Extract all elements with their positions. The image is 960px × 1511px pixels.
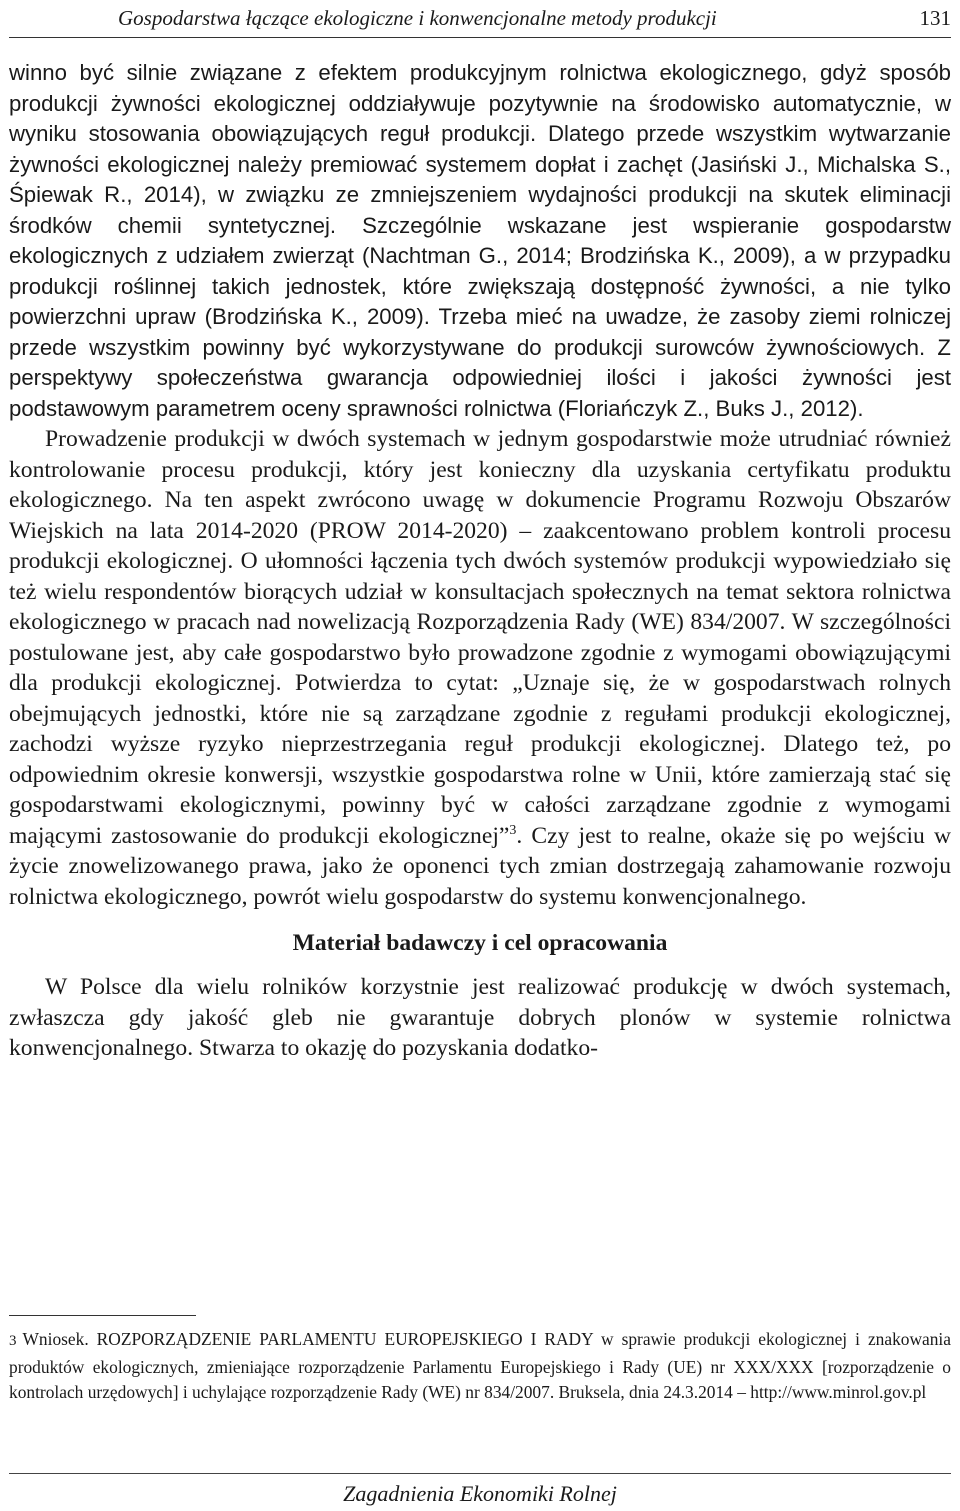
footnote-number: 3 xyxy=(9,1333,17,1349)
header-rule xyxy=(9,37,951,38)
paragraph-1-part-2: Trzeba mieć na uwadze, że zasoby ziemi rolniczej przede wszystkim powinny być wykorzystywane do produkcji surowców żywnościowych. Z perspektywy społeczeństwa gwarancja odpowiedniej ilości i jakości żywności jest podstawowym parametrem oceny sprawności rolnictwa (Floriańczyk Z., Buks J., 2012). xyxy=(9,304,951,421)
footnote-text: Wniosek. ROZPORZĄDZENIE PARLAMENTU EUROPEJSKIEGO I RADY w sprawie produkcji ekologicznej i znakowania produktów ekologicznych, zmieniające rozporządzenie Parlamentu Europejskiego i Rady (UE) nr XXX/XXX [rozporządzenie o kontrolach urzędowych] i uchylające rozporządzenie Rady (WE) nr 834/2007. Bruksela, dnia 24.3.2014 – http://www.minrol.gov.pl xyxy=(9,1329,951,1403)
running-head xyxy=(118,0,951,34)
footnote xyxy=(9,1327,951,1406)
footnote-rule xyxy=(9,1315,196,1316)
paragraph-continued xyxy=(9,58,951,424)
paragraph-2-part-1: Prowadzenie produkcji w dwóch systemach w jednym gospodarstwie może utrudniać również kontrolowanie procesu produkcji, który jest konieczny dla uzyskania certyfikatu produktu ekologicznego. Na ten aspekt zwrócono uwagę w dokumencie Programu Rozwoju Obszarów Wiejskich na lata 2014-2020 (PROW 2014-2020) – zaakcentowano problem kontroli procesu produkcji ekologicznej. O ułomności łączenia tych dwóch systemów produkcji wypowiedziało się też wielu respondentów biorących udział w konsultacjach społecznych na temat sektora rolnictwa ekologicznego w pracach nad nowelizacją Rozporządzenia Rady (WE) 834/2007. W szczególności postulowane jest, aby całe gospodarstwo było prowadzone zgodnie z wymogami obowiązującymi dla produkcji ekologicznej. Potwierdza to cytat: „Uznaje się, że w gospodarstwach rolnych obejmujących jednostki, które nie są zarządzane zgodnie z regułami produkcji ekologicznej, zachodzi wyższe ryzyko nieprzestrzegania reguł produkcji ekologicznej. Dlatego też, po odpowiednim okresie konwersji, wszystkie gospodarstwa rolne w Unii, które zamierzają stać się gospodarstwami ekologicznymi, powinny być w całości zarządzane zgodnie z wymogami mającymi zastosowanie do produkcji ekologicznej” xyxy=(9,426,951,849)
section-heading: Materiał badawczy i cel opracowania xyxy=(292,930,668,956)
footer-rule xyxy=(9,1473,951,1474)
paragraph-1-part-1: winno być silnie związane z efektem produkcyjnym rolnictwa ekologicznego, gdyż sposób produkcji żywności ekologicznej oddziaływuje pozytywnie na środowisko automatycznie, w wyniku stosowania obowiązujących reguł produkcji. Dlatego przede wszystkim wytwarzanie żywności ekologicznej należy premiować systemem dopłat i zachęt (Jasiński J., Michalska S., Śpiewak R., 2014), w związku ze zmniejszeniem wydajności produkcji na skutek eliminacji środków chemii syntetycznej. Szczególnie wskazane jest wspieranie gospodarstw ekologicznych z udziałem zwierząt (Nachtman G., 2014; Brodzińska K., 2009), a w przypadku produkcji roślinnej takich jednostek, które zwiększają dostępność żywności, a nie tylko powierzchni upraw (Brodzińska K., 2009). xyxy=(9,60,951,329)
footnote-reference[interactable]: 3 xyxy=(509,822,517,838)
paragraph-research-material: W Polsce dla wielu rolników korzystnie jest realizować produkcję w dwóch systemach, zwłaszcza gdy jakość gleb nie gwarantuje dobrych plonów w systemie rolnictwa konwencjonalnego. Stwarza to okazję do pozyskania dodatko- xyxy=(9,974,951,1061)
journal-title: Zagadnienia Ekonomiki Rolnej xyxy=(343,1481,617,1506)
paragraph-two-systems xyxy=(9,424,951,912)
running-head-title: Gospodarstwa łączące ekologiczne i konwencjonalne metody produkcji xyxy=(118,6,717,30)
body-text xyxy=(9,58,951,1064)
page-number: 131 xyxy=(919,6,951,30)
paragraph-2-part-2: . Czy jest to realne, okaże się po wejściu w życie znowelizowanego prawa, jako że oponenci tych zmian dostrzegają zahamowanie rozwoju rolnictwa ekologicznego, powrót wielu gospodarstw do systemu konwencjonalnego. xyxy=(9,822,951,910)
